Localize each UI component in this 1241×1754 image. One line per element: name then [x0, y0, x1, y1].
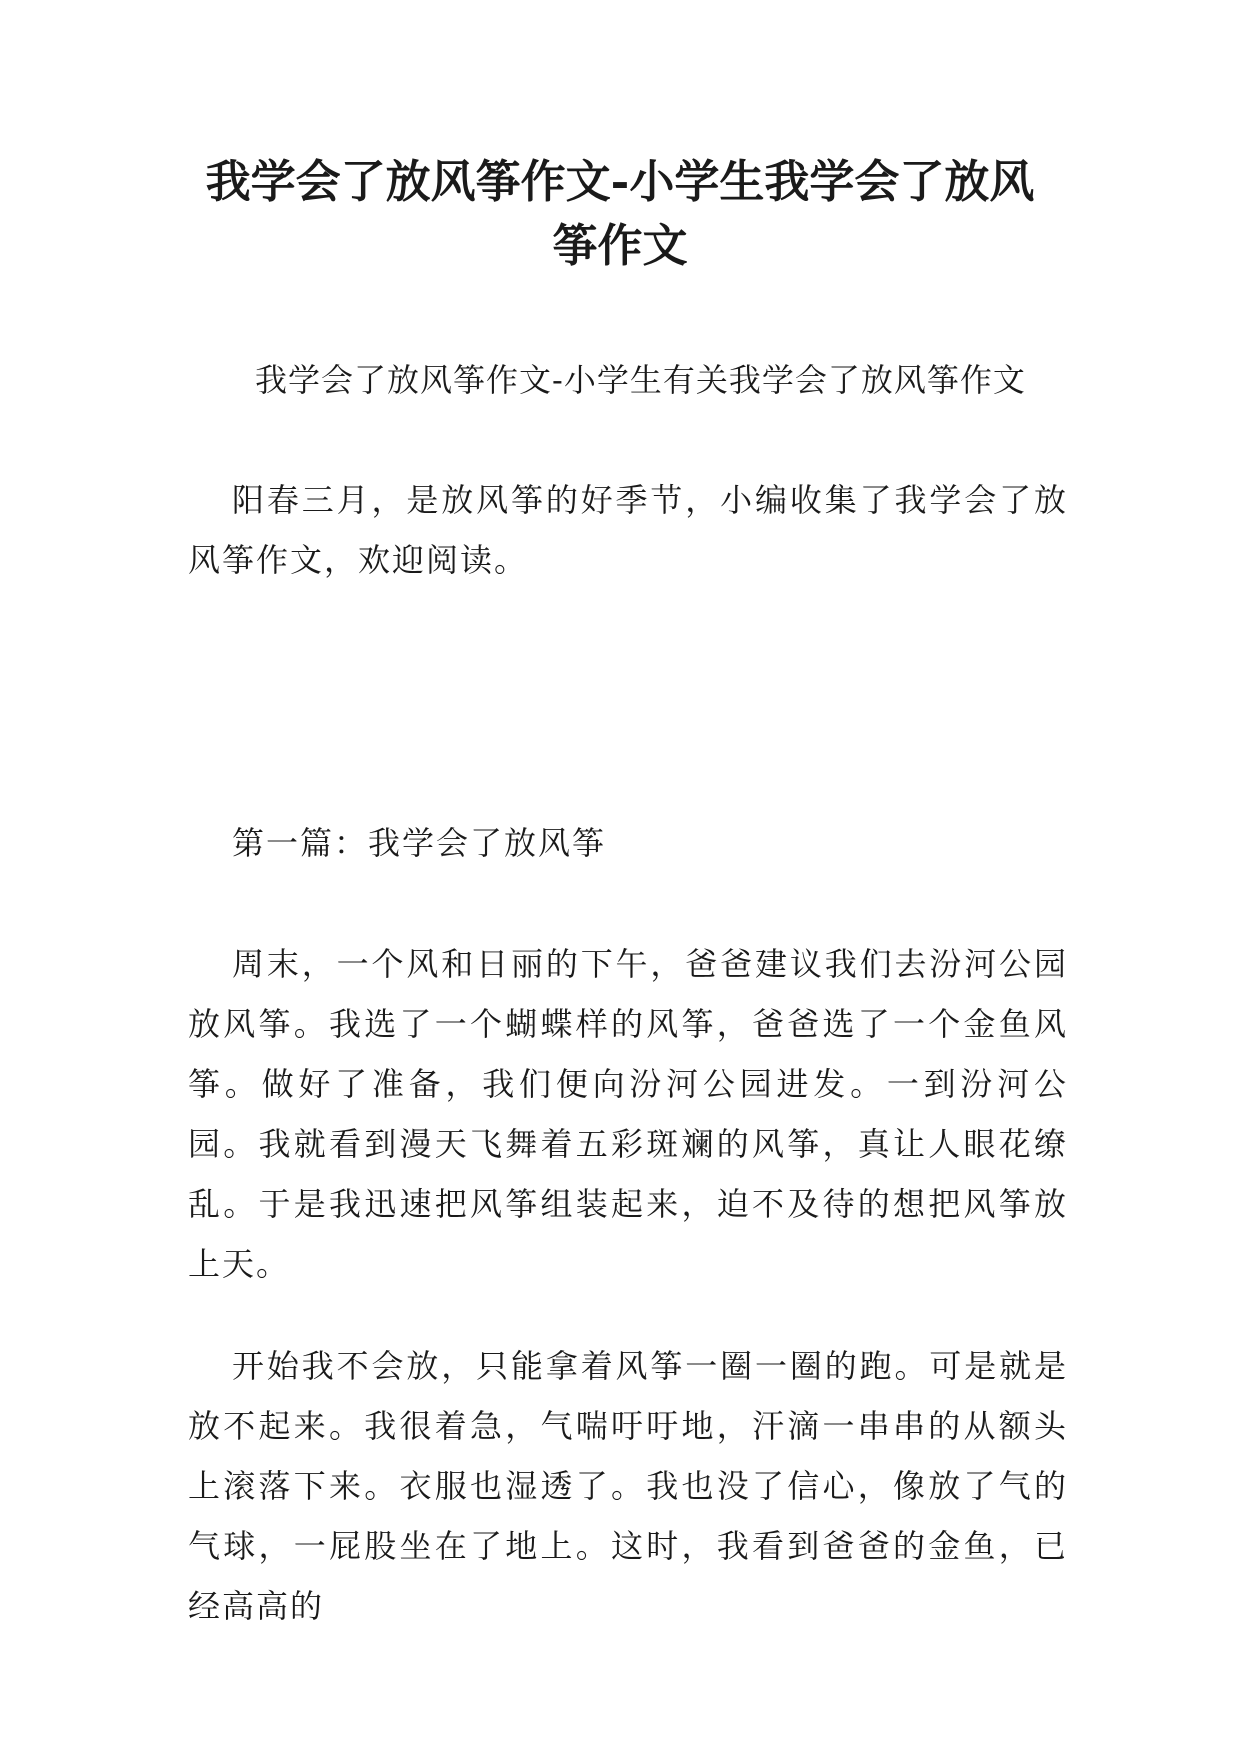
document-title: [150, 150, 1090, 278]
section-heading: 第一篇：我学会了放风筝: [232, 824, 607, 862]
body-paragraph-1: 周末，一个风和日丽的下午，爸爸建议我们去汾河公园放风筝。我选了一个蝴蝶样的风筝，爸爸选了一个金鱼风筝。做好了准备，我们便向汾河公园进发。一到汾河公园。我就看到漫天飞舞着五彩斑斓的风筝，真让人眼花缭乱。于是我迅速把风筝组装起来，迫不及待的想把风筝放上天。: [188, 945, 1068, 1283]
title-line-1: 我学会了放风筝作文-小学生我学会了放风: [205, 155, 1035, 208]
document-subtitle: 我学会了放风筝作文-小学生有关我学会了放风筝作文: [255, 361, 1026, 399]
intro-paragraph: 阳春三月，是放风筝的好季节，小编收集了我学会了放风筝作文，欢迎阅读。: [188, 481, 1068, 579]
title-line-2: 筝作文: [552, 219, 688, 272]
body-paragraph-2: 开始我不会放，只能拿着风筝一圈一圈的跑。可是就是放不起来。我很着急，气喘吁吁地，汗滴一串串的从额头上滚落下来。衣服也湿透了。我也没了信心，像放了气的气球，一屁股坐在了地上。这时，我看到爸爸的金鱼，已经高高的: [188, 1347, 1068, 1625]
